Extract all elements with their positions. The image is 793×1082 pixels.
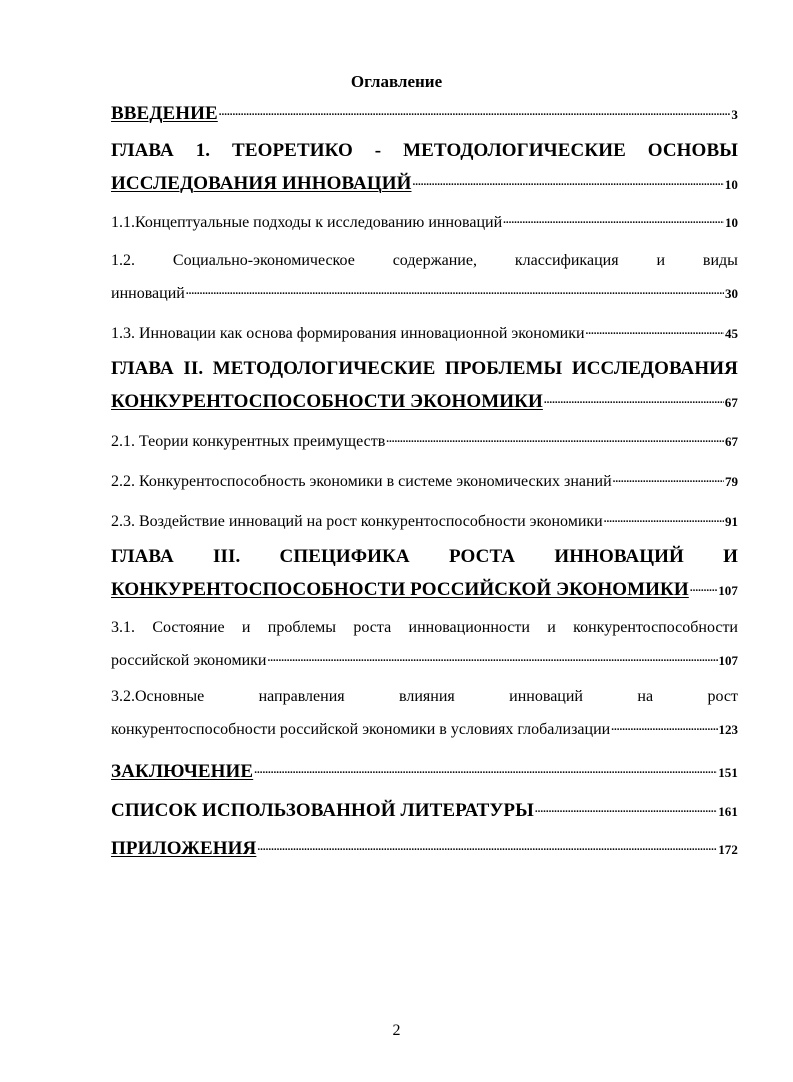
title-word: 1. bbox=[195, 140, 211, 161]
toc-entry-page: 3 bbox=[731, 107, 738, 122]
toc-entry-page: 151 bbox=[718, 765, 738, 780]
title-word: 3.1. bbox=[111, 619, 135, 636]
title-word: проблемы bbox=[267, 619, 337, 636]
dot-leader bbox=[586, 322, 724, 338]
title-word: ГЛАВА bbox=[111, 358, 174, 379]
toc-entry-references[interactable] bbox=[111, 797, 738, 822]
toc-entry-page: 10 bbox=[724, 177, 738, 192]
toc-entry-section-2-2[interactable] bbox=[111, 470, 738, 491]
toc-entry-title: российской экономики bbox=[111, 652, 267, 669]
title-word: и bbox=[547, 619, 556, 636]
title-word: рост bbox=[707, 688, 738, 705]
toc-entry-title: 1.1.Концептуальные подходы к исследованию инноваций bbox=[111, 214, 503, 231]
title-word: и bbox=[241, 619, 251, 636]
toc-entry-title: 2.1. Теории конкурентных преимуществ bbox=[111, 433, 386, 450]
toc-entry-title-line bbox=[111, 252, 738, 270]
title-word: 1.2. bbox=[111, 252, 135, 269]
toc-entry-title: 1.3. Инновации как основа формирования инновационной экономики bbox=[111, 325, 585, 342]
toc-entry-title-line bbox=[111, 619, 738, 637]
toc-entry-title-line bbox=[111, 546, 738, 568]
toc-entry-title: ЗАКЛЮЧЕНИЕ bbox=[111, 761, 254, 782]
toc-entry-appendices[interactable] bbox=[111, 835, 738, 860]
title-word: 3.2.Основные bbox=[111, 688, 205, 705]
toc-entry-title: КОНКУРЕНТОСПОСОБНОСТИ РОССИЙСКОЙ ЭКОНОМИКИ bbox=[111, 579, 689, 600]
toc-entry-page: 30 bbox=[725, 286, 738, 301]
title-word: ИССЛЕДОВАНИЯ bbox=[571, 358, 738, 379]
page-title: Оглавление bbox=[350, 72, 443, 91]
toc-entry-conclusion[interactable] bbox=[111, 758, 738, 783]
toc-entry-chapter-1[interactable] bbox=[111, 140, 738, 195]
dot-leader bbox=[611, 718, 717, 734]
title-word: классификация bbox=[514, 252, 619, 269]
title-word: МЕТОДОЛОГИЧЕСКИЕ bbox=[212, 358, 436, 379]
title-word: РОСТА bbox=[448, 546, 516, 567]
title-word: ПРОБЛЕМЫ bbox=[444, 358, 563, 379]
toc-entry-chapter-2[interactable] bbox=[111, 358, 738, 413]
page-number: 2 bbox=[392, 1022, 401, 1039]
title-word: и bbox=[656, 252, 666, 269]
title-word: ГЛАВА bbox=[111, 546, 174, 567]
title-word: МЕТОДОЛОГИЧЕСКИЕ bbox=[403, 140, 626, 161]
title-word: ГЛАВА bbox=[111, 140, 174, 161]
title-word: Состояние bbox=[152, 619, 225, 636]
toc-entry-chapter-3[interactable] bbox=[111, 546, 738, 601]
toc-entry-title: КОНКУРЕНТОСПОСОБНОСТИ ЭКОНОМИКИ bbox=[111, 391, 543, 412]
title-word: ОСНОВЫ bbox=[647, 140, 738, 161]
toc-entry-title: 2.2. Конкурентоспособность экономики в системе экономических знаний bbox=[111, 473, 612, 490]
title-word: направления bbox=[258, 688, 345, 705]
title-word: роста bbox=[353, 619, 392, 636]
toc-entry-section-1-3[interactable] bbox=[111, 322, 738, 343]
title-word: на bbox=[637, 688, 654, 705]
dot-leader bbox=[690, 576, 717, 595]
title-word: СПЕЦИФИКА bbox=[279, 546, 410, 567]
toc-entry-title: конкурентоспособности российской экономики в условиях глобализации bbox=[111, 721, 611, 738]
toc-entry-title-line bbox=[111, 358, 738, 380]
toc-entry-page: 107 bbox=[718, 583, 738, 598]
toc-entry-introduction[interactable] bbox=[111, 100, 738, 125]
title-word: III. bbox=[213, 546, 241, 567]
toc-entry-section-1-1[interactable] bbox=[111, 211, 738, 232]
dot-leader bbox=[267, 649, 717, 665]
dot-leader bbox=[413, 170, 724, 189]
title-word: И bbox=[723, 546, 738, 567]
dot-leader bbox=[613, 470, 724, 486]
toc-entry-page: 67 bbox=[724, 395, 738, 410]
dot-leader bbox=[257, 835, 717, 854]
dot-leader bbox=[604, 510, 724, 526]
toc-entry-page: 107 bbox=[718, 653, 738, 668]
toc-entry-section-3-1[interactable] bbox=[111, 619, 738, 670]
title-word: - bbox=[374, 140, 382, 161]
toc-entry-page: 79 bbox=[725, 474, 738, 489]
toc-entry-page: 91 bbox=[725, 514, 738, 529]
dot-leader bbox=[219, 100, 731, 119]
dot-leader bbox=[386, 430, 724, 446]
toc-entry-title: ИССЛЕДОВАНИЯ ИННОВАЦИЙ bbox=[111, 173, 412, 194]
toc-entry-page: 10 bbox=[725, 215, 738, 230]
toc-entry-section-2-1[interactable] bbox=[111, 430, 738, 451]
toc-entry-title: ВВЕДЕНИЕ bbox=[111, 103, 218, 124]
toc-entry-section-1-2[interactable] bbox=[111, 252, 738, 303]
toc-entry-title: ПРИЛОЖЕНИЯ bbox=[111, 838, 257, 859]
title-word: инновационности bbox=[408, 619, 530, 636]
title-word: конкурентоспособности bbox=[573, 619, 738, 636]
title-word: II. bbox=[183, 358, 204, 379]
title-word: Социально-экономическое bbox=[172, 252, 355, 269]
title-word: виды bbox=[702, 252, 738, 269]
dot-leader bbox=[186, 282, 724, 298]
toc-entry-title-line bbox=[111, 688, 738, 706]
toc-entry-page: 123 bbox=[718, 722, 738, 737]
toc-entry-title-line bbox=[111, 140, 738, 162]
dot-leader bbox=[544, 388, 724, 407]
toc-entry-title: СПИСОК ИСПОЛЬЗОВАННОЙ ЛИТЕРАТУРЫ bbox=[111, 800, 534, 821]
toc-entry-page: 45 bbox=[725, 326, 738, 341]
toc-entry-section-3-2[interactable] bbox=[111, 688, 738, 739]
title-word: ИННОВАЦИЙ bbox=[554, 546, 684, 567]
toc-entry-section-2-3[interactable] bbox=[111, 510, 738, 531]
title-word: инноваций bbox=[509, 688, 583, 705]
toc-entry-page: 161 bbox=[718, 804, 738, 819]
title-word: влияния bbox=[399, 688, 455, 705]
toc-entry-page: 67 bbox=[725, 434, 738, 449]
dot-leader bbox=[254, 758, 717, 777]
title-word: ТЕОРЕТИКО bbox=[232, 140, 353, 161]
toc-entry-title: инноваций bbox=[111, 285, 185, 302]
toc-entry-title: 2.3. Воздействие инноваций на рост конкурентоспособности экономики bbox=[111, 513, 603, 530]
title-word: содержание, bbox=[392, 252, 477, 269]
dot-leader bbox=[535, 797, 717, 816]
toc-entry-page: 172 bbox=[718, 842, 738, 857]
dot-leader bbox=[503, 211, 724, 227]
